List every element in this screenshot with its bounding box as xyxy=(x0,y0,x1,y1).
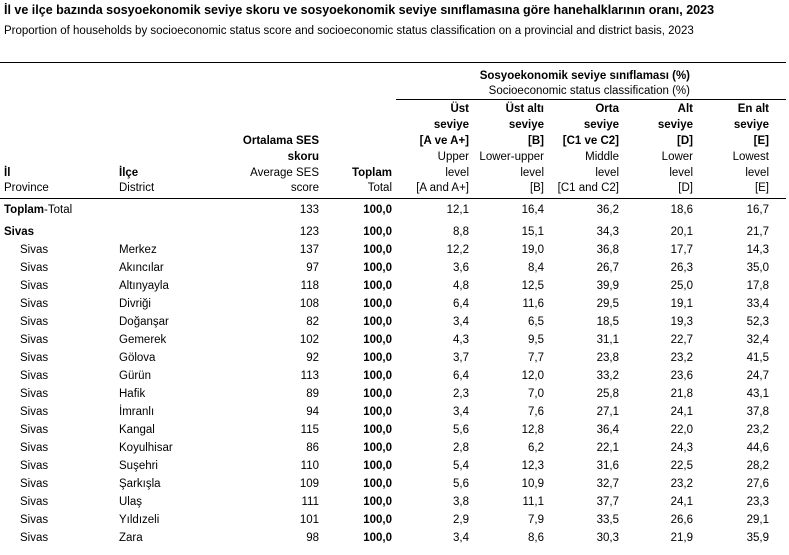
row-total: 100,0 xyxy=(363,388,392,400)
row-class-d: 21,9 xyxy=(670,532,693,544)
class-header-4-en2: level xyxy=(669,167,693,179)
row-class-b: 10,9 xyxy=(521,478,544,490)
row-class-d: 20,1 xyxy=(670,226,693,238)
class-header-2-tr3: [B] xyxy=(528,135,544,147)
row-total: 100,0 xyxy=(363,262,392,274)
row-class-d: 26,6 xyxy=(670,514,693,526)
class-header-1-tr3: [A ve A+] xyxy=(419,135,469,147)
row-class-a: 2,8 xyxy=(453,442,469,454)
row-class-c: 31,1 xyxy=(596,334,619,346)
row-class-d: 19,3 xyxy=(670,316,693,328)
row-class-c: 27,1 xyxy=(596,406,619,418)
row-class-c: 26,7 xyxy=(596,262,619,274)
class-header-4-en3: [D] xyxy=(678,182,693,194)
row-total: 100,0 xyxy=(363,352,392,364)
class-header-2-tr2: seviye xyxy=(508,119,544,131)
row-class-e: 35,0 xyxy=(746,262,769,274)
class-header-2-en3: [B] xyxy=(529,182,544,194)
row-ses-score: 98 xyxy=(306,532,319,544)
row-class-c: 18,5 xyxy=(596,316,619,328)
row-class-a: 2,3 xyxy=(453,388,469,400)
row-total: 100,0 xyxy=(363,406,392,418)
row-class-a: 3,4 xyxy=(453,532,469,544)
row-class-a: 3,8 xyxy=(453,496,469,508)
row-class-a: 3,7 xyxy=(453,352,469,364)
row-class-a: 5,6 xyxy=(453,478,469,490)
row-class-d: 24,1 xyxy=(670,406,693,418)
row-province: Sivas xyxy=(20,370,49,382)
row-province: Sivas xyxy=(20,244,49,256)
class-header-4-tr1: Alt xyxy=(677,103,693,115)
row-ses-score: 92 xyxy=(306,352,319,364)
row-province: Sivas xyxy=(20,280,49,292)
district-header-en: District xyxy=(119,182,155,194)
row-district: Koyulhisar xyxy=(119,442,173,454)
row-ses-score: 101 xyxy=(299,514,319,526)
row-class-e: 24,7 xyxy=(746,370,769,382)
row-class-c: 29,5 xyxy=(596,298,619,310)
row-class-e: 52,3 xyxy=(746,316,769,328)
row-province: Sivas xyxy=(20,352,49,364)
row-class-a: 6,4 xyxy=(453,298,469,310)
row-ses-score: 113 xyxy=(300,370,319,382)
row-class-a: 4,8 xyxy=(453,280,469,292)
row-class-c: 31,6 xyxy=(596,460,619,472)
row-class-c: 23,8 xyxy=(596,352,619,364)
row-class-a: 5,4 xyxy=(453,460,469,472)
class-header-1-tr1: Üst xyxy=(450,103,469,115)
row-class-e: 23,2 xyxy=(746,424,769,436)
row-class-b: 16,4 xyxy=(521,204,544,216)
class-header-1-tr2: seviye xyxy=(433,119,469,131)
row-province: Sivas xyxy=(20,262,49,274)
group-header-rule xyxy=(396,99,786,100)
table-top-rule xyxy=(0,62,786,63)
row-class-e: 17,8 xyxy=(746,280,769,292)
class-header-5-en2: level xyxy=(745,167,769,179)
row-class-c: 37,7 xyxy=(596,496,619,508)
row-class-b: 9,5 xyxy=(528,334,544,346)
row-province: Sivas xyxy=(20,406,49,418)
row-class-e: 14,3 xyxy=(746,244,769,256)
row-class-e: 27,6 xyxy=(746,478,769,490)
row-district: İmranlı xyxy=(119,406,155,418)
row-province: Sivas xyxy=(20,298,49,310)
row-total: 100,0 xyxy=(363,316,392,328)
row-total: 100,0 xyxy=(363,204,392,216)
row-class-c: 36,2 xyxy=(596,204,619,216)
ses-header-en2: score xyxy=(290,182,319,194)
row-district: Şarkışla xyxy=(119,478,161,490)
row-district: Yıldızeli xyxy=(119,514,160,526)
row-district: Doğanşar xyxy=(119,316,169,328)
class-header-3-tr3: [C1 ve C2] xyxy=(562,135,619,147)
row-ses-score: 109 xyxy=(299,478,319,490)
row-class-a: 12,2 xyxy=(446,244,469,256)
row-class-b: 11,1 xyxy=(522,496,544,508)
row-ses-score: 111 xyxy=(301,496,319,508)
row-class-a: 3,4 xyxy=(453,316,469,328)
row-class-b: 8,6 xyxy=(528,532,544,544)
class-header-1-en2: level xyxy=(445,167,469,179)
row-class-a: 8,8 xyxy=(453,226,469,238)
total-header-tr: Toplam xyxy=(351,167,392,179)
row-total: 100,0 xyxy=(363,280,392,292)
row-ses-score: 86 xyxy=(306,442,319,454)
row-class-b: 7,6 xyxy=(528,406,544,418)
row-total: 100,0 xyxy=(363,334,392,346)
class-header-3-tr2: seviye xyxy=(583,119,619,131)
class-header-4-tr3: [D] xyxy=(677,135,693,147)
total-header-en: Total xyxy=(367,182,392,194)
class-header-4-tr2: seviye xyxy=(657,119,693,131)
row-class-d: 25,0 xyxy=(670,280,693,292)
row-province: Sivas xyxy=(20,388,49,400)
row-total: 100,0 xyxy=(363,370,392,382)
row-district: Kangal xyxy=(119,424,155,436)
row-class-b: 12,0 xyxy=(521,370,544,382)
class-header-1-en3: [A and A+] xyxy=(416,182,469,194)
class-header-2-tr1: Üst altı xyxy=(505,103,544,115)
row-class-a: 4,3 xyxy=(453,334,469,346)
row-total: 100,0 xyxy=(363,244,392,256)
row-class-c: 36,8 xyxy=(596,244,619,256)
class-header-5-tr3: [E] xyxy=(753,135,769,147)
row-class-b: 11,6 xyxy=(522,298,544,310)
row-ses-score: 82 xyxy=(306,316,319,328)
row-district: Akıncılar xyxy=(119,262,164,274)
row-class-c: 39,9 xyxy=(596,280,619,292)
row-class-e: 28,2 xyxy=(746,460,769,472)
row-class-b: 12,8 xyxy=(521,424,544,436)
row-province: Sivas xyxy=(4,226,35,238)
province-header-tr: İl xyxy=(4,167,11,179)
row-district: Ulaş xyxy=(119,496,143,508)
row-district: Gemerek xyxy=(119,334,167,346)
row-class-d: 23,2 xyxy=(670,352,693,364)
row-class-d: 17,7 xyxy=(670,244,693,256)
row-class-a: 12,1 xyxy=(446,204,469,216)
row-class-b: 12,5 xyxy=(521,280,544,292)
row-ses-score: 94 xyxy=(306,406,319,418)
row-ses-score: 133 xyxy=(299,204,319,216)
province-header-en: Province xyxy=(4,182,49,194)
row-class-b: 7,0 xyxy=(528,388,544,400)
row-class-e: 29,1 xyxy=(746,514,769,526)
row-class-b: 6,2 xyxy=(528,442,544,454)
class-header-3-en1: Middle xyxy=(585,151,619,163)
class-header-3-tr1: Orta xyxy=(595,103,619,115)
ses-header-tr1: Ortalama SES xyxy=(242,135,319,147)
row-class-d: 26,3 xyxy=(670,262,693,274)
row-class-e: 16,7 xyxy=(746,204,769,216)
row-class-c: 22,1 xyxy=(596,442,619,454)
row-class-e: 21,7 xyxy=(746,226,769,238)
group-header-en: Socioeconomic status classification (%) xyxy=(488,85,690,97)
row-total: 100,0 xyxy=(363,478,392,490)
row-province: Sivas xyxy=(20,460,49,472)
class-header-1-en1: Upper xyxy=(437,151,469,163)
row-class-c: 33,2 xyxy=(596,370,619,382)
row-total: 100,0 xyxy=(363,298,392,310)
row-class-b: 6,5 xyxy=(528,316,544,328)
row-class-b: 7,9 xyxy=(528,514,544,526)
row-province: Sivas xyxy=(20,442,49,454)
row-province: Sivas xyxy=(20,334,49,346)
row-ses-score: 89 xyxy=(306,388,319,400)
row-district: Altınyayla xyxy=(119,280,169,292)
row-class-c: 36,4 xyxy=(596,424,619,436)
row-class-d: 22,7 xyxy=(670,334,693,346)
ses-header-en1: Average SES xyxy=(250,167,319,179)
row-province: Sivas xyxy=(20,514,49,526)
page-subtitle: Proportion of households by socioeconomic status score and socioeconomic status classification on a provincial and district basis, 2023 xyxy=(4,25,694,37)
header-bottom-rule xyxy=(0,198,786,199)
row-class-b: 15,1 xyxy=(521,226,544,238)
row-class-d: 18,6 xyxy=(670,204,693,216)
row-class-d: 23,2 xyxy=(670,478,693,490)
row-district: Gölova xyxy=(119,352,156,364)
row-district: Suşehri xyxy=(119,460,158,472)
class-header-4-en1: Lower xyxy=(661,151,693,163)
row-district: Merkez xyxy=(119,244,157,256)
row-ses-score: 137 xyxy=(299,244,319,256)
row-class-e: 43,1 xyxy=(746,388,769,400)
row-ses-score: 123 xyxy=(299,226,319,238)
district-header-tr: İlçe xyxy=(119,167,139,179)
group-header-tr: Sosyoekonomik seviye sınıflaması (%) xyxy=(479,70,690,82)
row-total: 100,0 xyxy=(363,460,392,472)
row-province: Sivas xyxy=(20,532,49,544)
row-total: 100,0 xyxy=(363,532,392,544)
row-class-c: 30,3 xyxy=(596,532,619,544)
row-class-e: 32,4 xyxy=(746,334,769,346)
row-class-d: 19,1 xyxy=(670,298,693,310)
row-total: 100,0 xyxy=(363,442,392,454)
class-header-5-tr2: seviye xyxy=(733,119,769,131)
row-class-e: 35,9 xyxy=(746,532,769,544)
row-class-e: 23,3 xyxy=(746,496,769,508)
class-header-3-en3: [C1 and C2] xyxy=(557,182,619,194)
row-class-d: 23,6 xyxy=(670,370,693,382)
row-total: 100,0 xyxy=(363,514,392,526)
class-header-5-tr1: En alt xyxy=(737,103,769,115)
row-class-a: 5,6 xyxy=(453,424,469,436)
ses-header-tr2: skoru xyxy=(287,151,319,163)
row-total: 100,0 xyxy=(363,424,392,436)
row-class-b: 8,4 xyxy=(528,262,544,274)
row-ses-score: 108 xyxy=(299,298,319,310)
row-ses-score: 102 xyxy=(299,334,319,346)
row-province: Sivas xyxy=(20,496,49,508)
row-class-a: 3,6 xyxy=(453,262,469,274)
row-class-d: 24,3 xyxy=(670,442,693,454)
class-header-5-en1: Lowest xyxy=(732,151,769,163)
row-province: Sivas xyxy=(20,424,49,436)
row-class-e: 41,5 xyxy=(746,352,769,364)
class-header-5-en3: [E] xyxy=(754,182,769,194)
row-ses-score: 115 xyxy=(300,424,319,436)
row-ses-score: 110 xyxy=(300,460,319,472)
row-class-a: 2,9 xyxy=(453,514,469,526)
row-class-b: 7,7 xyxy=(528,352,544,364)
row-total: 100,0 xyxy=(363,496,392,508)
row-province: Sivas xyxy=(20,478,49,490)
row-class-b: 19,0 xyxy=(521,244,544,256)
row-class-d: 24,1 xyxy=(670,496,693,508)
row-province: Sivas xyxy=(20,316,49,328)
row-district: Zara xyxy=(119,532,143,544)
row-district: Gürün xyxy=(119,370,151,382)
row-class-e: 44,6 xyxy=(746,442,769,454)
row-ses-score: 97 xyxy=(306,262,319,274)
row-province: Toplam-Total xyxy=(4,204,73,216)
class-header-3-en2: level xyxy=(595,167,619,179)
row-class-c: 32,7 xyxy=(596,478,619,490)
row-total: 100,0 xyxy=(363,226,392,238)
row-class-b: 12,3 xyxy=(521,460,544,472)
row-district: Hafik xyxy=(119,388,146,400)
row-class-d: 22,0 xyxy=(670,424,693,436)
page-title: İl ve ilçe bazında sosyoekonomik seviye skoru ve sosyoekonomik seviye sınıflamasına göre hanehalklarının oranı, 2023 xyxy=(4,3,715,17)
row-class-c: 34,3 xyxy=(596,226,619,238)
row-ses-score: 118 xyxy=(300,280,319,292)
row-class-e: 33,4 xyxy=(746,298,769,310)
row-class-e: 37,8 xyxy=(746,406,769,418)
row-class-d: 21,8 xyxy=(670,388,693,400)
row-class-c: 25,8 xyxy=(596,388,619,400)
row-class-a: 6,4 xyxy=(453,370,469,382)
row-class-a: 3,4 xyxy=(453,406,469,418)
row-class-d: 22,5 xyxy=(670,460,693,472)
row-district: Divriği xyxy=(119,298,151,310)
class-header-2-en2: level xyxy=(520,167,544,179)
class-header-2-en1: Lower-upper xyxy=(479,151,544,163)
row-class-c: 33,5 xyxy=(596,514,619,526)
